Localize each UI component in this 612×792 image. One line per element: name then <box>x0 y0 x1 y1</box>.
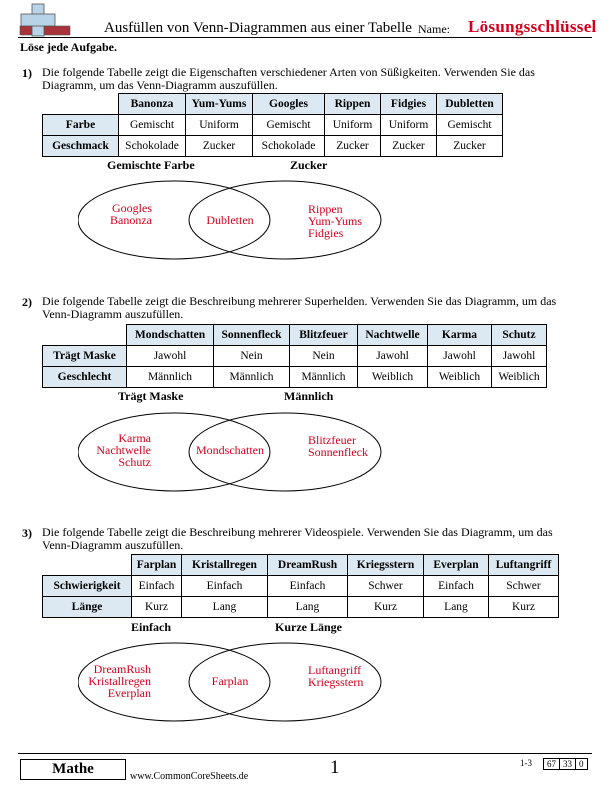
data-table <box>42 93 503 157</box>
column-header: Everplan <box>424 555 489 576</box>
header-divider <box>18 37 592 38</box>
table-cell: Jawohl <box>127 346 214 367</box>
score-cell: 0 <box>576 759 588 770</box>
data-table <box>42 324 547 388</box>
table-corner <box>43 325 127 346</box>
table-cell: Uniform <box>186 115 253 136</box>
venn-item: DreamRush <box>93 662 151 676</box>
column-header: Rippen <box>325 94 381 115</box>
column-header: Karma <box>428 325 492 346</box>
column-header: Luftangriff <box>489 555 559 576</box>
column-header: Farplan <box>132 555 182 576</box>
column-header: Fidgies <box>381 94 437 115</box>
score-table <box>543 758 588 770</box>
table-cell: Schwer <box>348 576 424 597</box>
problem-text: Die folgende Tabelle zeigt die Beschreibung mehrerer Videospiele. Verwenden Sie das Diagramm, um das Venn-Diagramm auszufüllen. <box>42 525 553 552</box>
venn-item: Dubletten <box>206 213 254 227</box>
table-cell: Schokolade <box>253 136 325 157</box>
score-cell: 33 <box>560 759 576 770</box>
venn-right-set-label: Kurze Länge <box>275 620 342 634</box>
problem-text: Die folgende Tabelle zeigt die Eigenschaften verschiedener Arten von Süßigkeiten. Verwenden Sie das Diagramm, um das Venn-Diagramm auszufüllen. <box>42 65 535 92</box>
table-cell: Kurz <box>132 597 182 618</box>
table-cell: Weiblich <box>428 367 492 388</box>
column-header: Sonnenfleck <box>214 325 290 346</box>
table-cell: Einfach <box>182 576 268 597</box>
problem-number: 3) <box>22 526 32 540</box>
subject-label: Mathe <box>52 761 94 777</box>
row-header: Geschmack <box>43 136 119 157</box>
venn-item: Nachtwelle <box>96 443 151 457</box>
table-cell: Einfach <box>424 576 489 597</box>
table-cell: Nein <box>290 346 358 367</box>
table-cell: Lang <box>424 597 489 618</box>
table-cell: Lang <box>268 597 348 618</box>
venn-left-set-label: Gemischte Farbe <box>107 158 195 172</box>
venn-left-set-label: Einfach <box>131 620 172 634</box>
venn-left-only <box>80 663 151 699</box>
table-cell: Nein <box>214 346 290 367</box>
table-row <box>43 597 559 618</box>
table-cell: Gemischt <box>437 115 503 136</box>
column-header: Kristallregen <box>182 555 268 576</box>
venn-left-only <box>90 202 152 226</box>
column-header: Mondschatten <box>127 325 214 346</box>
column-header: Schutz <box>492 325 547 346</box>
worksheet-title: Ausfüllen von Venn-Diagrammen aus einer Tabelle <box>104 20 412 36</box>
table-cell: Männlich <box>127 367 214 388</box>
answer-key-label: Lösungsschlüssel <box>468 17 597 36</box>
table-row <box>43 367 547 388</box>
row-header: Geschlecht <box>43 367 127 388</box>
table-cell: Einfach <box>132 576 182 597</box>
venn-left-set-label: Trägt Maske <box>118 389 184 403</box>
column-header: Nachtwelle <box>358 325 428 346</box>
column-header: Blitzfeuer <box>290 325 358 346</box>
table-cell: Jawohl <box>428 346 492 367</box>
table-cell: Zucker <box>437 136 503 157</box>
table-cell: Gemischt <box>119 115 186 136</box>
name-label: Name: <box>418 22 450 36</box>
problem-number: 1) <box>22 66 32 80</box>
table-row <box>43 136 503 157</box>
row-header: Trägt Maske <box>43 346 127 367</box>
venn-intersection <box>180 214 280 226</box>
column-header: Dubletten <box>437 94 503 115</box>
instructions: Löse jede Aufgabe. <box>20 40 117 54</box>
venn-intersection <box>180 444 280 456</box>
venn-item: Sonnenfleck <box>308 445 368 459</box>
table-row <box>43 346 547 367</box>
table-cell: Zucker <box>381 136 437 157</box>
table-cell: Jawohl <box>358 346 428 367</box>
table-cell: Männlich <box>290 367 358 388</box>
column-header: Googles <box>253 94 325 115</box>
venn-item: Kriegsstern <box>308 675 364 689</box>
table-cell: Lang <box>182 597 268 618</box>
footer-divider <box>18 753 592 754</box>
venn-item: Luftangriff <box>308 663 362 677</box>
data-table <box>42 554 559 618</box>
score-cell: 67 <box>544 759 560 770</box>
table-cell: Kurz <box>348 597 424 618</box>
venn-right-set-label: Zucker <box>290 158 328 172</box>
venn-item: Everplan <box>107 686 151 700</box>
table-row <box>43 576 559 597</box>
table-cell: Uniform <box>325 115 381 136</box>
column-header: Yum-Yums <box>186 94 253 115</box>
venn-right-set-label: Männlich <box>284 389 334 403</box>
table-corner <box>43 94 119 115</box>
venn-item: Yum-Yums <box>308 214 363 228</box>
venn-item: Kristallregen <box>88 674 151 688</box>
venn-intersection <box>180 675 280 687</box>
site-url: www.CommonCoreSheets.de <box>130 771 249 782</box>
row-header: Schwierigkeit <box>43 576 132 597</box>
venn-left-only <box>80 432 151 468</box>
venn-item: Farplan <box>211 674 249 688</box>
table-corner <box>43 555 132 576</box>
table-cell: Uniform <box>381 115 437 136</box>
table-row <box>43 115 503 136</box>
venn-item: Rippen <box>308 202 343 216</box>
row-header: Länge <box>43 597 132 618</box>
table-cell: Männlich <box>214 367 290 388</box>
table-cell: Jawohl <box>492 346 547 367</box>
problem-text: Die folgende Tabelle zeigt die Beschreibung mehrerer Superhelden. Verwenden Sie das Diagramm, um das Venn-Diagramm auszufüllen. <box>42 294 557 321</box>
table-cell: Gemischt <box>253 115 325 136</box>
table-cell: Zucker <box>186 136 253 157</box>
page-number: 1 <box>330 757 340 778</box>
table-cell: Einfach <box>268 576 348 597</box>
column-header: Kriegsstern <box>348 555 424 576</box>
venn-item: Blitzfeuer <box>308 433 356 447</box>
problem-range: 1-3 <box>520 758 532 768</box>
venn-item: Banonza <box>110 213 152 227</box>
table-cell: Schwer <box>489 576 559 597</box>
problem-number: 2) <box>22 295 32 309</box>
row-header: Farbe <box>43 115 119 136</box>
plus-minus-logo-icon <box>18 2 98 38</box>
venn-item: Mondschatten <box>196 443 264 457</box>
table-cell: Schokolade <box>119 136 186 157</box>
table-cell: Weiblich <box>492 367 547 388</box>
table-cell: Kurz <box>489 597 559 618</box>
table-cell: Zucker <box>325 136 381 157</box>
venn-right-only <box>308 203 362 239</box>
column-header: DreamRush <box>268 555 348 576</box>
venn-right-only <box>308 664 363 688</box>
column-header: Banonza <box>119 94 186 115</box>
venn-item: Googles <box>112 201 152 215</box>
venn-item: Karma <box>118 431 151 445</box>
venn-item: Fidgies <box>308 226 344 240</box>
venn-right-only <box>308 434 368 458</box>
venn-item: Schutz <box>118 455 151 469</box>
table-cell: Weiblich <box>358 367 428 388</box>
